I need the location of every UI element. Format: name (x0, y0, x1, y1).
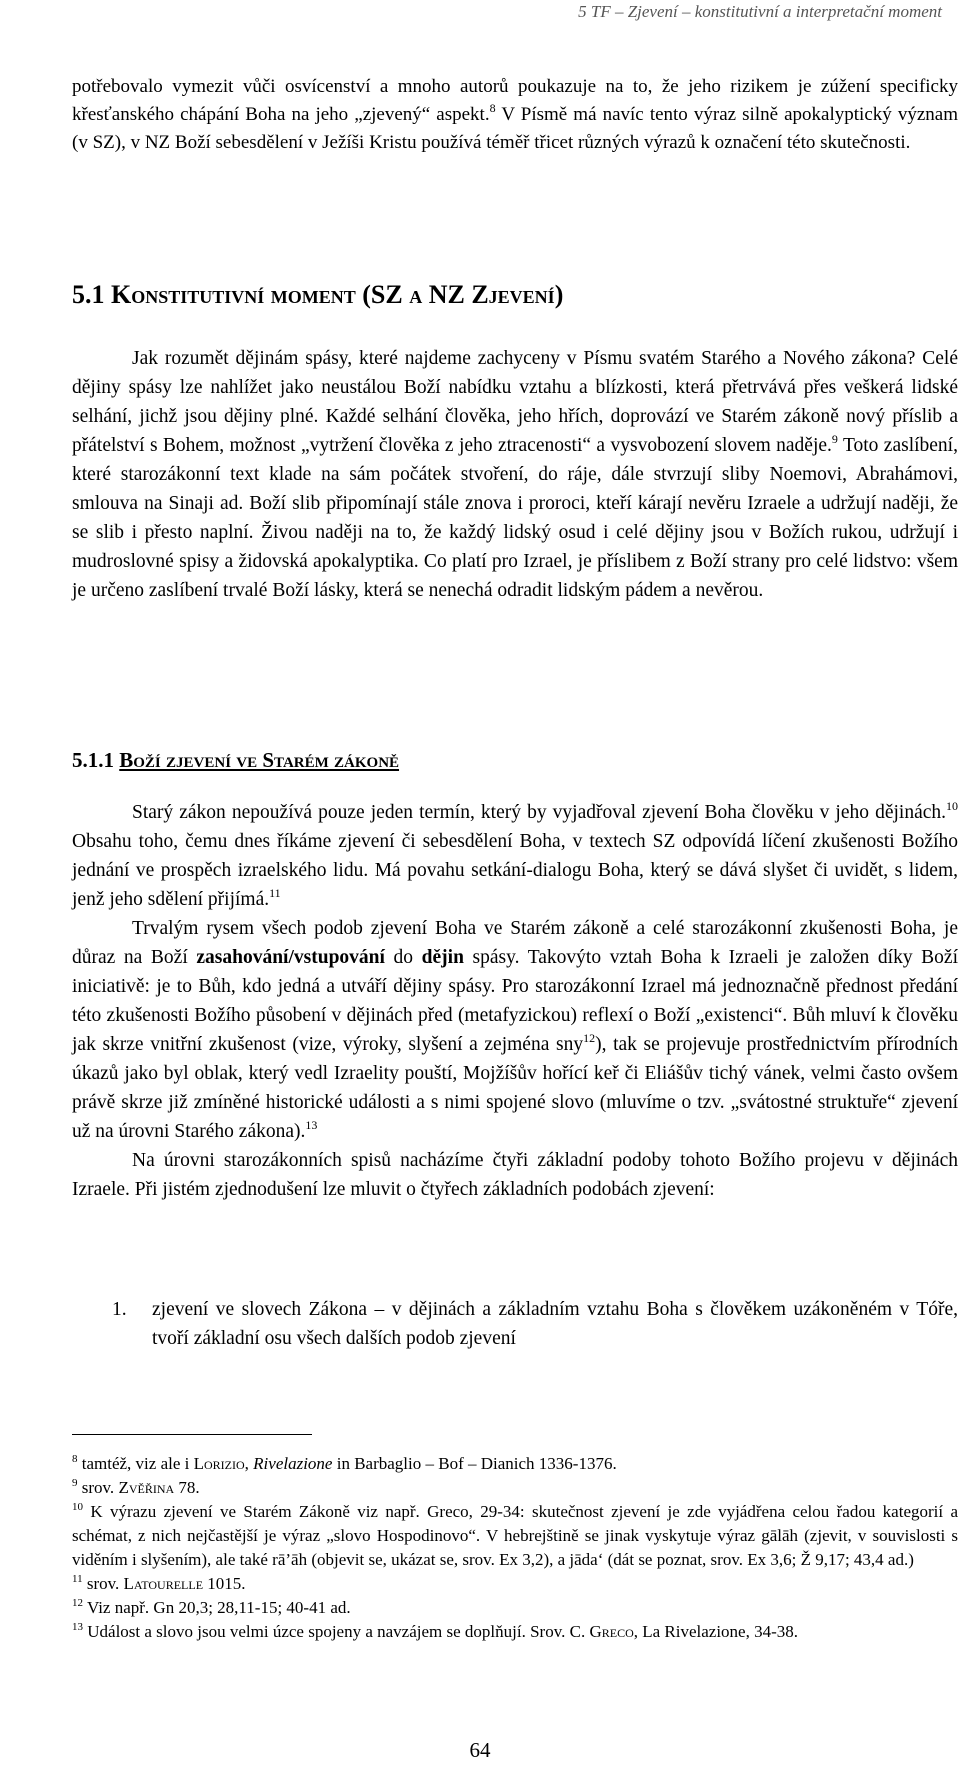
footnote-ref-11[interactable]: 11 (269, 886, 281, 900)
list-item (72, 1295, 958, 1353)
numbered-list (72, 1295, 958, 1353)
paragraph-2: Trvalým rysem všech podob zjevení Boha ve Starém zákoně a celé starozákonní zkušenosti Boha, je důraz na Boží zasahování/vstupování do dějin spásy. Takovýto vztah Boha k Izraeli je založen díky Boží iniciativě: je to Bůh, kdo jedná a utváří dějiny spásy. Pro starozákonní Izrael má jednoznačně přednost předání této zkušenosti Božího působení v dějinách před (metafyzickou) reflexí o Boží „existenci“. Bůh mluví k člověku jak skrze vnitřní zkušenost (vize, výroky, slyšení a zejména sny$^{12}$), tak se projevuje prostřednictvím přírodních úkazů jako byl oblak, který vedl Izraelity pouští, Mojžíšův hořící keř či Eliášův tichý vánek, velmi často ovšem právě skrze již zmíněné historické události a s nimi spojené slovo (mluvíme o tzv. „svátostné struktuře“ zjevení už na úrovni Starého zákona).$^{13}$ (72, 918, 959, 1142)
list-item-text: zjevení ve slovech Zákona – v dějinách a základním vztahu Boha s člověkem uzákoněném v Tóře, tvoří základní osu všech dalších podob zjevení (152, 1299, 958, 1349)
section-heading-5-1: 5.1 Konstitutivní moment (SZ a NZ Zjevení) (72, 280, 564, 309)
footnote-ref-13[interactable]: 13 (305, 1118, 318, 1132)
paragraph-3: Na úrovni starozákonních spisů nacházíme čtyři základní podoby tohoto Božího projevu v dějinách Izraele. Při jistém zjednodušení lze mluvit o čtyřech základních podobách zjevení: (72, 1150, 958, 1200)
footnote-10: $^{10}$ K výrazu zjevení ve Starém Zákoně viz např. Greco, 29-34: skutečnost zjevení je zde vyjádřena celou řadou kategorií a schémat, z nich nejčastější je výraz „slovo Hospodinovo“. V hebrejštině se jinak vyskytuje výraz gālāh (zjevit, v souvislosti s viděním i slyšením), ale také rā’āh (objevit se, ukázat se, srov. Ex 3,2), a jāda‘ (dát se poznat, srov. Ex 3,6; Ž 9,17; 43,4 ad.) (72, 1501, 958, 1569)
footnote-11: $^{11}$ srov. Latourelle 1015. (72, 1573, 246, 1593)
footnotes (72, 1452, 958, 1644)
footnote-8: $^8$ tamtéž, viz ale i Lorizio, Rivelazione in Barbaglio – Bof – Dianich 1336-1376. (72, 1453, 617, 1473)
running-header: 5 TF – Zjevení – konstitutivní a interpretační moment (578, 2, 942, 21)
footnote-ref-12[interactable]: 12 (583, 1031, 596, 1045)
footnote-9: $^9$ srov. Zvěřina 78. (72, 1477, 200, 1497)
section-5-1-1-body (72, 798, 958, 1204)
intro-paragraph: potřebovalo vymezit vůči osvícenství a mnoho autorů poukazuje na to, že jeho rizikem je zúžení specificky křesťanského chápání Boha na jeho „zjevený“ aspekt.$^8$ V Písmě má navíc tento výraz silně apokalyptický význam (v SZ), v NZ Boží sebesdělení v Ježíši Kristu používá téměř třicet různých výrazů k označení této skutečnosti. (72, 76, 958, 153)
list-item-number: 1. (112, 1299, 127, 1320)
footnote-ref-8[interactable]: 8 (489, 101, 496, 115)
footnote-12: $^{12}$ Viz např. Gn 20,3; 28,11-15; 40-41 ad. (72, 1597, 351, 1617)
paragraph-1: Starý zákon nepoužívá pouze jeden termín, který by vyjadřoval zjevení Boha člověku v jeho dějinách.$^{10}$ Obsahu toho, čemu dnes říkáme zjevení či sebesdělení Boha, v textech SZ odpovídá líčení zkušenosti Božího jednání ve prospěch izraelského lidu. Má povahu setkání-dialogu Boha, který se dává slyšet či uvidět, s lidem, jenž jeho sdělení přijímá.$^{11}$ (72, 799, 958, 910)
section-5-1-body (72, 344, 958, 605)
footnote-ref-10[interactable]: 10 (946, 799, 958, 813)
section-heading-5-1-1: 5.1.1 Boží zjevení ve Starém zákoně (72, 748, 400, 772)
footnote-13: $^{13}$ Událost a slovo jsou velmi úzce spojeny a navzájem se doplňují. Srov. C. Greco, La Rivelazione, 34-38. (72, 1621, 799, 1641)
footnote-separator (72, 1434, 312, 1435)
footnote-ref-9[interactable]: 9 (831, 432, 838, 446)
page-number: 64 (469, 1738, 491, 1762)
section-5-1-paragraph: Jak rozumět dějinám spásy, které najdeme zachyceny v Písmu svatém Starého a Nového zákona? Celé dějiny spásy lze nahlížet jako neustálou Boží nabídku vztahu a blízkosti, která přetrvává přes veškerá lidské selhání, jichž jsou dějiny plné. Každé selhání člověka, jeho hřích, doprovází ve Starém zákoně nový příslib a přátelství s Bohem, možnost „vytržení člověka z jeho ztracenosti“ a vysvobození slovem naděje.$^9$ Toto zaslíbení, které starozákonní text klade na sám počátek stvoření, do ráje, dále stvrzují sliby Noemovi, Abrahámovi, smlouva na Sinaji ad. Boží slib připomínají stále znova i proroci, kteří kárají nevěru Izraele a udržují naději, že se slib i přesto naplní. Živou naději na to, že každý lidský osud i celé dějiny jsou v Božích rukou, udržují i mudroslovné spisy a židovská apokalyptika. Co platí pro Izrael, je příslibem z Boží strany pro celé lidstvo: všem je určeno zaslíbení trvalé Boží lásky, která se nenechá odradit lidským pádem a nevěrou. (72, 348, 958, 601)
